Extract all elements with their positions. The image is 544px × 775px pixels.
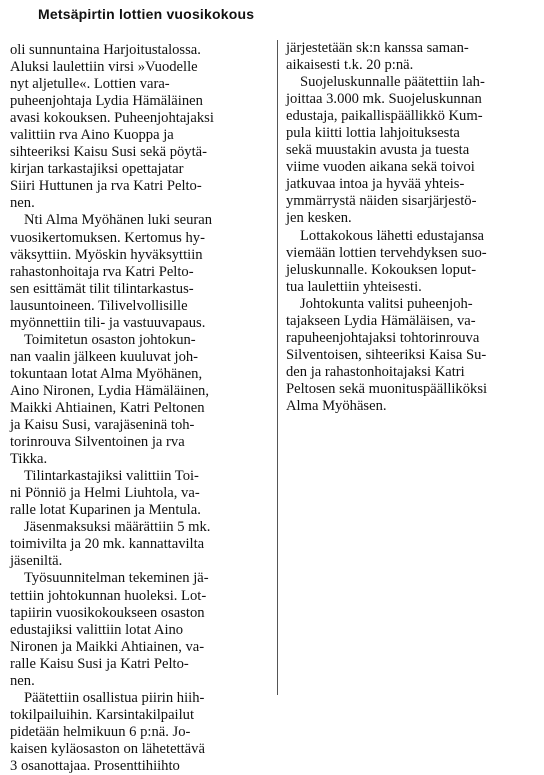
text-line: tettiin johtokunnan huoleksi. Lot- bbox=[10, 587, 207, 604]
text-line: nan vaalin jälkeen kuuluvat joh- bbox=[10, 348, 199, 365]
text-line: edustajiksi valittiin lotat Aino bbox=[10, 621, 184, 638]
text-line: viemään lottien tervehdyksen suo- bbox=[286, 244, 487, 261]
text-line: Jäsenmaksuksi määrättiin 5 mk. bbox=[24, 519, 211, 536]
text-line: Peltosen sekä muonituspäälliköksi bbox=[286, 380, 488, 397]
text-line: avasi kokouksen. Puheenjohtajaksi bbox=[10, 110, 214, 127]
text-line: valittiin rva Aino Kuoppa ja bbox=[10, 127, 174, 144]
text-line: rahastonhoitaja rva Katri Pelto- bbox=[10, 263, 194, 280]
column-divider bbox=[277, 40, 278, 695]
text-line: Aluksi laulettiin virsi »Vuodelle bbox=[10, 59, 198, 76]
text-line: den ja rahastonhoitajaksi Katri bbox=[286, 363, 465, 380]
text-line: kirjan tarkastajiksi opettajatar bbox=[10, 161, 184, 178]
text-line: Maikki Ahtiainen, Katri Peltonen bbox=[10, 399, 205, 416]
text-line: aikaisesti t.k. 20 p:nä. bbox=[286, 57, 414, 74]
text-line: Siiri Huttunen ja rva Katri Pelto- bbox=[10, 178, 202, 195]
article-headline: Metsäpirtin lottien vuosikokous bbox=[38, 6, 255, 22]
text-line: Johtokunta valitsi puheenjoh- bbox=[300, 295, 473, 312]
text-line: pidetään helmikuun 6 p:nä. Jo- bbox=[10, 723, 191, 740]
right-column bbox=[286, 40, 538, 415]
text-line: vuosikertomuksen. Kertomus hy- bbox=[10, 229, 205, 246]
text-line: kaisen kyläosaston on lähetettävä bbox=[10, 740, 205, 757]
text-line: nen. bbox=[10, 672, 35, 689]
text-line: Suojeluskunnalle päätettiin lah- bbox=[300, 74, 485, 91]
text-line: tokilpailuihin. Karsintakilpailut bbox=[10, 706, 195, 723]
text-line: pula kiitti lottia lahjoituksesta bbox=[286, 125, 460, 142]
text-line: puheenjohtaja Lydia Hämäläinen bbox=[10, 93, 203, 110]
text-line: väksyttiin. Myöskin hyväksyttiin bbox=[10, 246, 203, 263]
text-line: joittaa 3.000 mk. Suojeluskunnan bbox=[286, 91, 482, 108]
text-line: Tikka. bbox=[10, 451, 48, 468]
text-line: jen kesken. bbox=[286, 210, 352, 227]
text-line: tapiirin vuosikokoukseen osaston bbox=[10, 604, 205, 621]
text-line: tajakseen Lydia Hämäläisen, va- bbox=[286, 312, 476, 329]
text-line: Aino Nironen, Lydia Hämäläinen, bbox=[10, 382, 209, 399]
text-line: ymmärrystä näiden sisarjärjestö- bbox=[286, 193, 477, 210]
text-line: 3 osanottajaa. Prosenttihiihto bbox=[10, 757, 180, 774]
text-line: ni Pönniö ja Helmi Liuhtola, va- bbox=[10, 485, 200, 502]
text-line: edustaja, paikallispäällikkö Kum- bbox=[286, 108, 483, 125]
text-line: Tilintarkastajiksi valittiin Toi- bbox=[24, 468, 199, 485]
text-line: Nti Alma Myöhänen luki seuran bbox=[24, 212, 213, 229]
text-line: ja Kaisu Susi, varajäseninä toh- bbox=[10, 417, 195, 434]
text-line: jeluskunnalle. Kokouksen loput- bbox=[286, 261, 477, 278]
text-line: järjestetään sk:n kanssa saman- bbox=[286, 40, 469, 56]
text-line: Lottakokous lähetti edustajansa bbox=[300, 227, 484, 244]
text-line: Nironen ja Maikki Ahtiainen, va- bbox=[10, 638, 205, 655]
text-line: Toimitetun osaston johtokun- bbox=[24, 331, 196, 348]
text-line: Työsuunnitelman tekeminen jä- bbox=[24, 570, 209, 587]
text-line: nyt aljetulle«. Lottien vara- bbox=[10, 76, 170, 93]
left-column bbox=[10, 42, 266, 775]
text-line: ralle Kaisu Susi ja Katri Pelto- bbox=[10, 655, 189, 672]
text-line: sen esittämät tilit tilintarkastus- bbox=[10, 280, 194, 297]
text-line: sihteeriksi Kaisu Susi sekä pöytä- bbox=[10, 144, 207, 161]
text-line: torinrouva Silventoinen ja rva bbox=[10, 434, 185, 451]
text-line: myönnettiin tili- ja vastuuvapaus. bbox=[10, 314, 206, 331]
text-line: lausuntoineen. Tilivelvollisille bbox=[10, 297, 188, 314]
text-line: jäseniltä. bbox=[10, 553, 63, 570]
text-line: nen. bbox=[10, 195, 35, 212]
text-line: sekä muustakin avusta ja tuesta bbox=[286, 142, 470, 159]
text-line: tua laulettiin yhteisesti. bbox=[286, 278, 422, 295]
text-line: Silventoisen, sihteeriksi Kaisa Su- bbox=[286, 346, 487, 363]
text-line: Päätettiin osallistua piirin hiih- bbox=[24, 689, 205, 706]
text-line: jatkuvaa intoa ja hyvää yhteis- bbox=[286, 176, 465, 193]
text-line: rapuheenjohtajaksi tohtorinrouva bbox=[286, 329, 480, 346]
text-line: ralle lotat Kuparinen ja Mentula. bbox=[10, 502, 201, 519]
text-line: toimivilta ja 20 mk. kannattavilta bbox=[10, 536, 205, 553]
text-line: tokuntaan lotat Alma Myöhänen, bbox=[10, 365, 203, 382]
text-line: oli sunnuntaina Harjoitustalossa. bbox=[10, 42, 201, 58]
text-line: Alma Myöhäsen. bbox=[286, 397, 387, 414]
text-line: viime vuoden aikana sekä toivoi bbox=[286, 159, 475, 176]
